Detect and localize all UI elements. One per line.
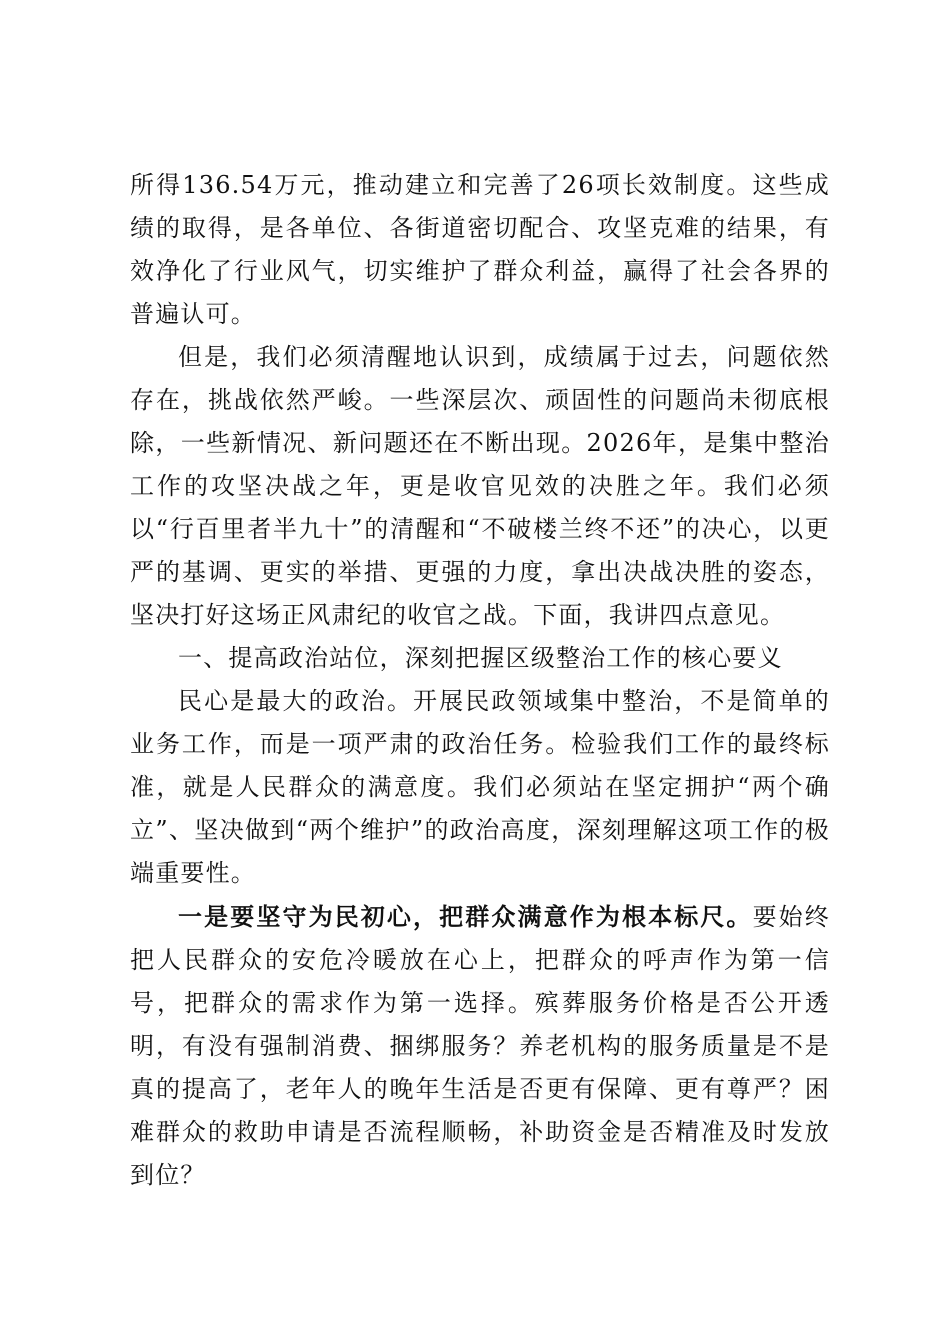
point-one-lead: 一是要坚守为民初心，把群众满意作为根本标尺。 <box>178 902 753 931</box>
section-heading-one: 一、提高政治站位，深刻把握区级整治工作的核心要义 <box>178 644 783 672</box>
document-body <box>130 164 830 1197</box>
point-one-text: 要始终把人民群众的安危冷暖放在心上，把群众的呼声作为第一信号，把群众的需求作为第一选择。殡葬服务价格是否公开透明，有没有强制消费、捆绑服务？养老机构的服务质量是不是真的提高了，老年人的晚年生活是否更有保障、更有尊严？困难群众的救助申请是否流程顺畅，补助资金是否精准及时发放到位？ <box>130 903 830 1189</box>
paragraph-point-one <box>130 895 830 1197</box>
paragraph-challenges: 但是，我们必须清醒地认识到，成绩属于过去，问题依然存在，挑战依然严峻。一些深层次、顽固性的问题尚未彻底根除，一些新情况、新问题还在不断出现。2026年，是集中整治工作的攻坚决战之年，更是收官见效的决胜之年。我们必须以“行百里者半九十”的清醒和“不破楼兰终不还”的决心，以更严的基调、更实的举措、更强的力度，拿出决战决胜的姿态，坚决打好这场正风肃纪的收官之战。下面，我讲四点意见。 <box>130 343 830 629</box>
paragraph-achievements: 所得136.54万元，推动建立和完善了26项长效制度。这些成绩的取得，是各单位、各街道密切配合、攻坚克难的结果，有效净化了行业风气，切实维护了群众利益，赢得了社会各界的普遍认可。 <box>130 171 830 328</box>
paragraph-political-stance: 民心是最大的政治。开展民政领域集中整治，不是简单的业务工作，而是一项严肃的政治任务。检验我们工作的最终标准，就是人民群众的满意度。我们必须站在坚定拥护“两个确立”、坚决做到“两个维护”的政治高度，深刻理解这项工作的极端重要性。 <box>130 687 830 887</box>
